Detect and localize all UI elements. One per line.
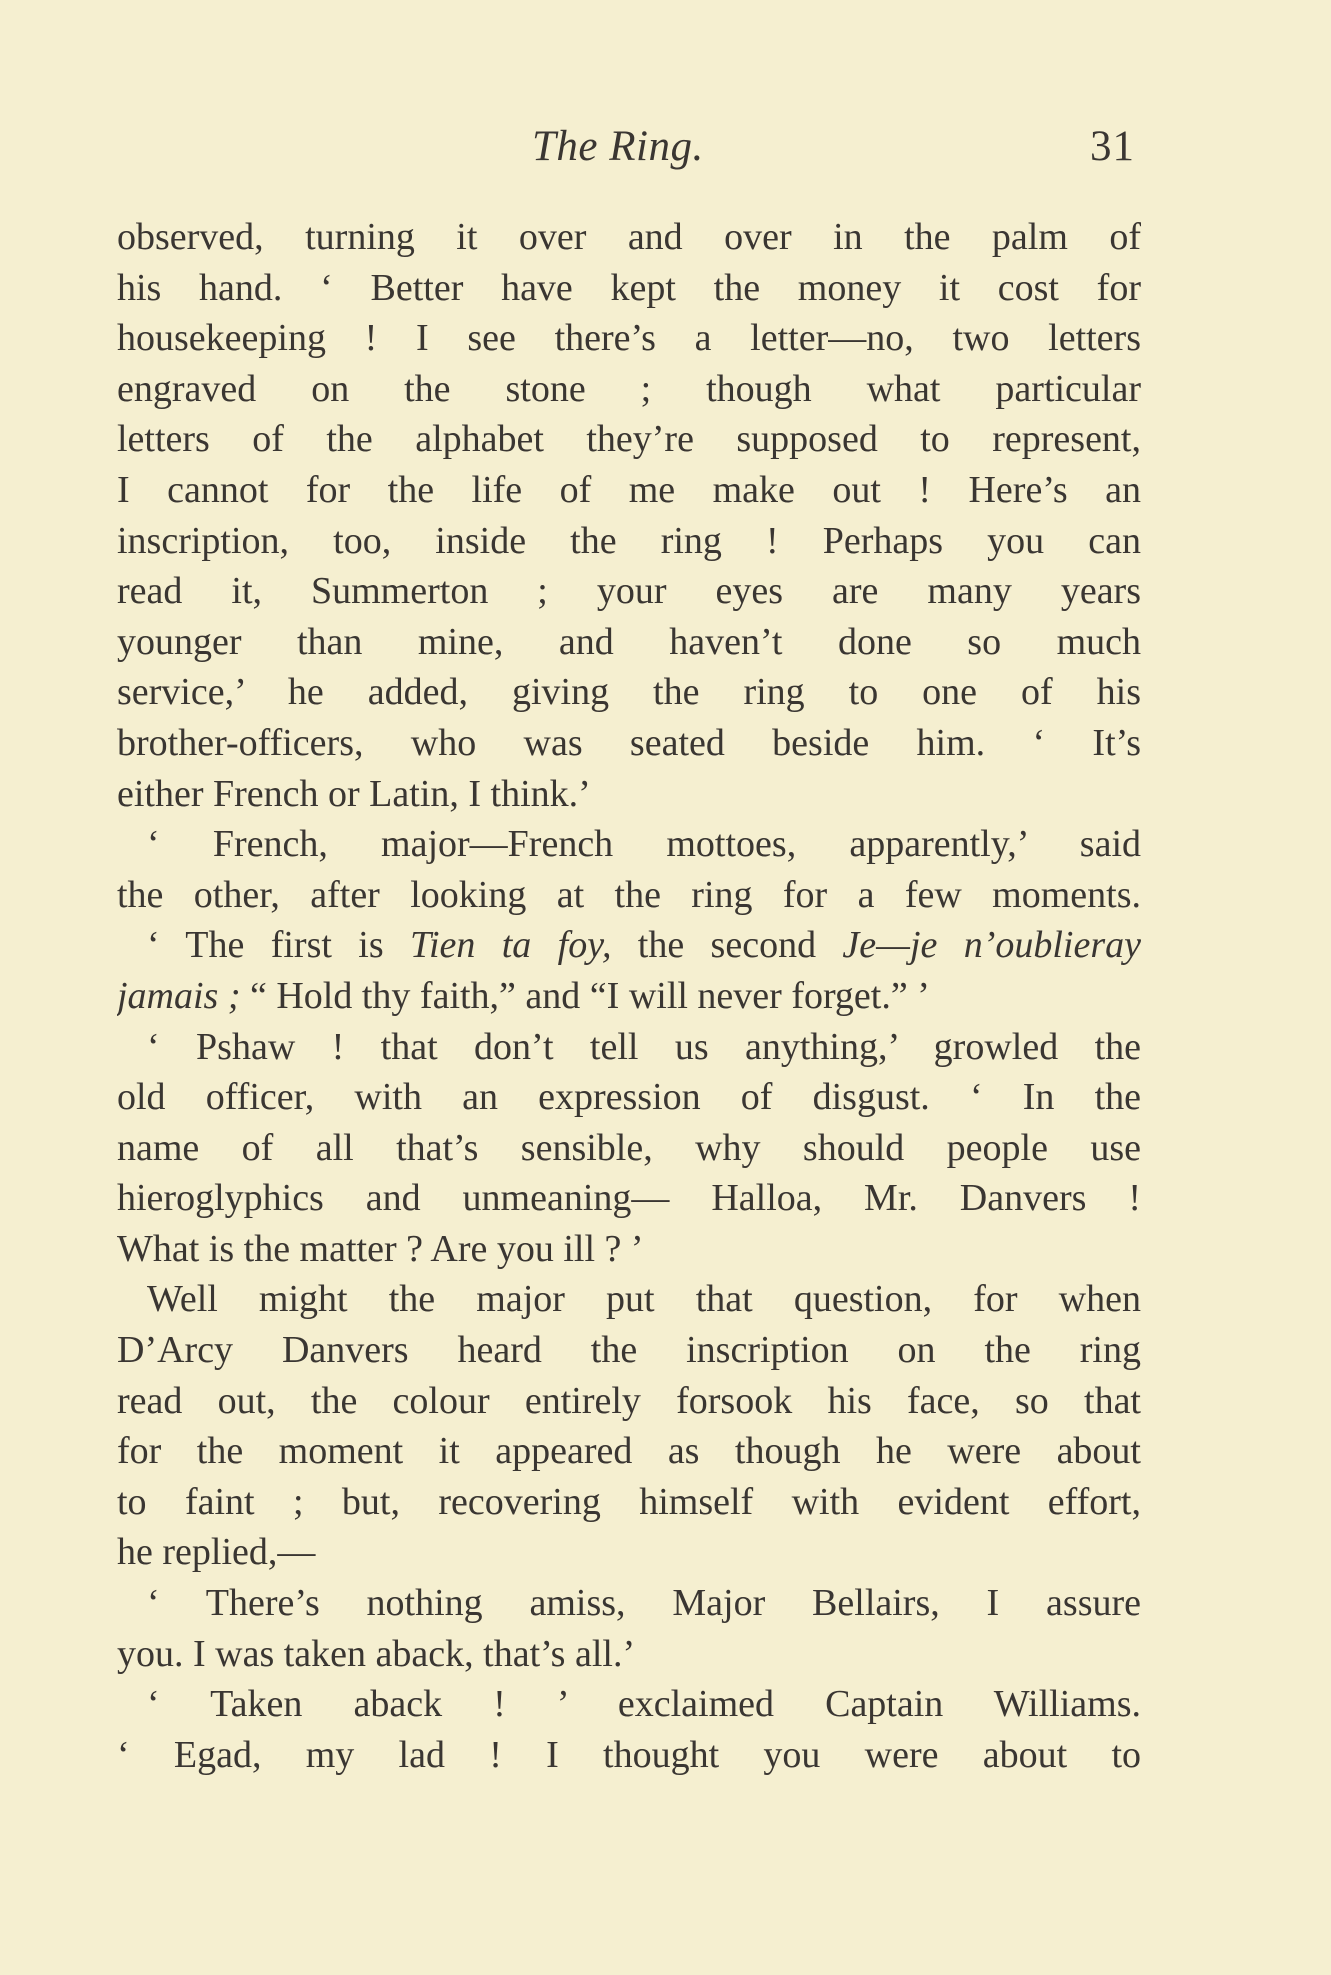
text-line: What is the matter ? Are you ill ? ’ <box>117 1227 644 1270</box>
text-line: to faint ; but, recovering himself with evident effort, <box>117 1480 1141 1523</box>
text-line: read it, Summerton ; your eyes are many years <box>117 570 1141 613</box>
text-line: old officer, with an expression of disgust. ‘ In the <box>117 1076 1141 1119</box>
line-segment: the second <box>611 924 843 967</box>
text-line-with-motto <box>117 920 1141 971</box>
text-line: the other, after looking at the ring for a few moments. <box>117 873 1141 916</box>
line-segment: “ Hold thy faith,” and “I will never forget.” ’ <box>240 974 930 1017</box>
text-line: you. I was taken aback, that’s all.’ <box>117 1632 636 1675</box>
text-line: for the moment it appeared as though he were about <box>117 1430 1141 1473</box>
running-title: The Ring. <box>532 123 704 170</box>
text-line: ‘ Pshaw ! that don’t tell us anything,’ growled the <box>147 1025 1141 1068</box>
line-segment: ‘ The first is <box>147 924 410 967</box>
motto-italic: Tien ta foy, <box>409 924 612 967</box>
text-line: letters of the alphabet they’re supposed to represent, <box>117 418 1141 461</box>
text-line: inscription, too, inside the ring ! Perhaps you can <box>117 519 1141 562</box>
text-line: younger than mine, and haven’t done so much <box>117 620 1141 663</box>
text-line: ‘ Egad, my lad ! I thought you were about to <box>117 1733 1141 1776</box>
text-line: ‘ Taken aback ! ’ exclaimed Captain Williams. <box>147 1683 1141 1726</box>
text-line: Well might the major put that question, for when <box>147 1278 1141 1321</box>
text-line: observed, turning it over and over in the palm of <box>117 216 1141 258</box>
text-line: either French or Latin, I think.’ <box>117 772 591 815</box>
text-line: housekeeping ! I see there’s a letter—no, two letters <box>117 317 1141 360</box>
text-line: he replied,— <box>117 1531 316 1574</box>
text-line: ‘ French, major—French mottoes, apparently,’ said <box>147 823 1141 866</box>
text-line: name of all that’s sensible, why should people use <box>117 1126 1141 1169</box>
text-line: service,’ he added, giving the ring to one of his <box>117 671 1141 714</box>
text-line: brother-officers, who was seated beside him. ‘ It’s <box>117 721 1141 764</box>
text-line-with-motto <box>117 971 1141 1022</box>
motto-italic: Je—je n’oublieray <box>842 924 1141 967</box>
text-line: read out, the colour entirely forsook his face, so that <box>117 1379 1141 1422</box>
text-line: ‘ There’s nothing amiss, Major Bellairs, I assure <box>147 1582 1141 1625</box>
text-line: hieroglyphics and unmeaning— Halloa, Mr. Danvers ! <box>117 1177 1141 1220</box>
motto-italic: jamais ; <box>117 974 241 1017</box>
page-number: 31 <box>1090 123 1135 170</box>
text-line: engraved on the stone ; though what particular <box>117 367 1141 410</box>
text-line: D’Arcy Danvers heard the inscription on the ring <box>117 1329 1141 1372</box>
running-head <box>0 122 1331 182</box>
body-text <box>117 212 1141 1780</box>
text-line: his hand. ‘ Better have kept the money it cost for <box>117 266 1141 309</box>
text-line: I cannot for the life of me make out ! Here’s an <box>117 468 1141 511</box>
